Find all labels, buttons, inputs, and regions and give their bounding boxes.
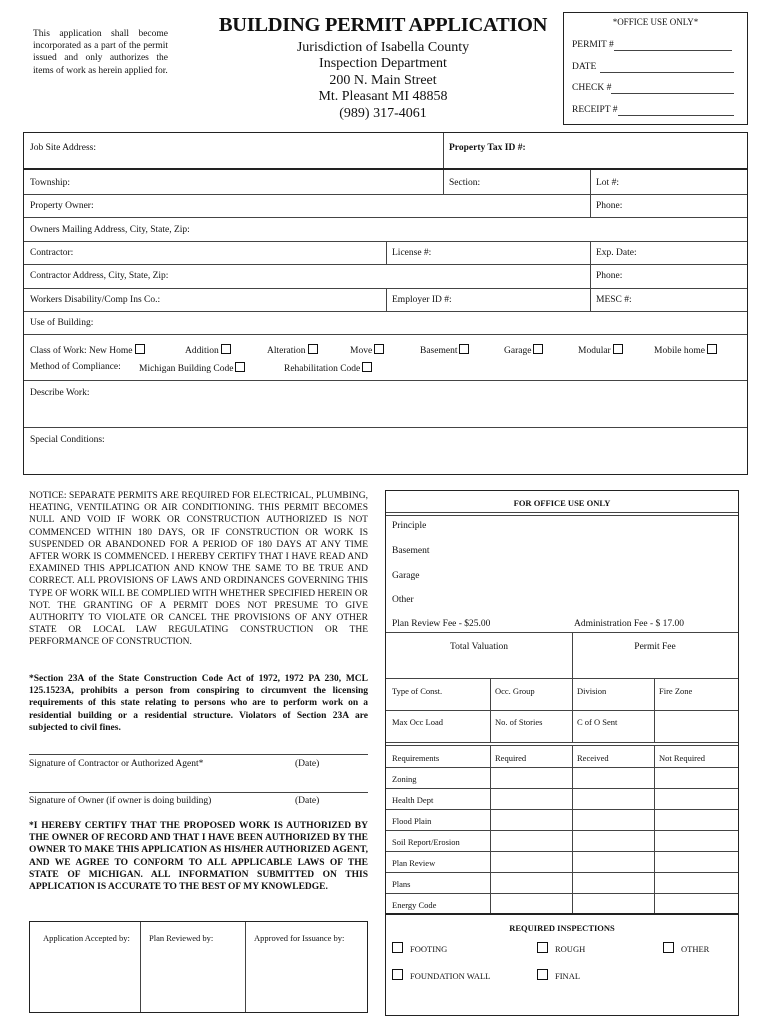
required-inspections-box [385,914,739,1016]
office-use-bottom-title: FOR OFFICE USE ONLY [513,498,611,508]
contractor-phone-label: Phone: [596,271,623,281]
new-home-checkbox[interactable] [135,344,145,354]
mesc-label: MESC #: [596,295,632,305]
jurisdiction: Jurisdiction of Isabella County [296,40,470,55]
describe-work-label: Describe Work: [30,388,90,398]
grid-c-of-o-sent: C of O Sent [577,717,618,727]
class-modular: Modular [578,344,623,356]
basement-fee-label: Basement [392,546,430,556]
permit-fee-label: Permit Fee [634,642,676,652]
employer-id-label: Employer ID #: [392,295,452,305]
addition-checkbox[interactable] [221,344,231,354]
workers-comp-label: Workers Disability/Comp Ins Co.: [30,295,161,305]
contractor-signature-line[interactable] [29,754,368,755]
owner-signature-label: Signature of Owner (if owner is doing building) [29,796,212,806]
section-label: Section: [449,178,481,188]
alteration-checkbox[interactable] [308,344,318,354]
inspection-foundation-wall: FOUNDATION WALL [392,969,490,981]
check-number-label: CHECK # [572,83,612,93]
rehab-code-checkbox[interactable] [362,362,372,372]
contractor-label: Contractor: [30,248,74,258]
class-basement: Basement [420,344,469,356]
exp-date-label: Exp. Date: [596,248,637,258]
office-use-top-box [563,12,748,125]
owner-signature-date: (Date) [295,796,320,806]
required-inspections-title: REQUIRED INSPECTIONS [509,923,615,933]
req-header-required: Required [495,753,527,763]
total-valuation-label: Total Valuation [450,642,508,652]
move-checkbox[interactable] [374,344,384,354]
grid-division: Division [577,686,607,696]
owner-phone-label: Phone: [596,201,623,211]
method-of-compliance-label: Method of Compliance: [30,362,121,372]
township-label: Township: [30,178,70,188]
special-conditions-label: Special Conditions: [30,435,105,445]
main-form-box [23,169,748,475]
tax-id-label: Property Tax ID #: [449,143,526,153]
modular-checkbox[interactable] [613,344,623,354]
owner-signature-line[interactable] [29,792,368,793]
grid-occ-group: Occ. Group [495,686,535,696]
plan-review-fee: Plan Review Fee - $25.00 [392,619,491,629]
mobile-home-checkbox[interactable] [707,344,717,354]
approved-issuance-label: Approved for Issuance by: [254,933,345,943]
receipt-number-label: RECEIPT # [572,105,618,115]
certification-text: *I HEREBY CERTIFY THAT THE PROPOSED WORK IS AUTHORIZED BY THE OWNER OF RECORD AND THAT I HAVE BEEN AUTHORIZED BY THE OWNER TO MAKE THIS APPLICATION AS HIS/HER AUTHORIZED AGENT, AND WE AGREE TO CONFORM TO ALL APPLICABLE LAWS OF THE STATE OF MICHIGAN. ALL INFORMATION SUBMITTED ON THIS APPLICATION IS ACCURATE TO THE BEST OF MY KNOWLEDGE. [29,821,368,893]
job-site-label: Job Site Address: [30,143,96,153]
contractor-address-label: Contractor Address, City, State, Zip: [30,271,169,281]
inspection-final: FINAL [537,969,580,981]
department: Inspection Department [319,56,447,72]
date-line[interactable] [600,72,734,73]
req-zoning: Zoning [392,774,417,784]
req-header-requirements: Requirements [392,753,440,763]
basement-checkbox[interactable] [459,344,469,354]
grid-type-of-const: Type of Const. [392,686,443,696]
principle-label: Principle [392,521,427,531]
inspection-other: OTHER [663,942,709,954]
req-header-received: Received [577,753,609,763]
class-mobile-home: Mobile home [654,344,717,356]
foundation-wall-checkbox[interactable] [392,969,403,980]
receipt-number-line[interactable] [618,115,734,116]
req-header-not-required: Not Required [659,753,706,763]
other-checkbox[interactable] [663,942,674,953]
license-label: License #: [392,248,432,258]
garage-fee-label: Garage [392,571,420,581]
city-state-zip: Mt. Pleasant MI 48858 [318,89,448,105]
phone-number: (989) 317-4061 [339,105,427,121]
garage-checkbox[interactable] [533,344,543,354]
plan-reviewed-label: Plan Reviewed by: [149,933,214,943]
inspection-footing: FOOTING [392,942,447,954]
class-addition: Addition [185,344,231,356]
date-label: DATE [572,62,597,72]
contractor-signature-date: (Date) [295,759,320,769]
req-health-dept: Health Dept [392,795,434,805]
header-address [248,40,518,122]
compliance-michigan-code: Michigan Building Code [139,362,245,374]
rough-checkbox[interactable] [537,942,548,953]
michigan-code-checkbox[interactable] [235,362,245,372]
class-of-work-new-home: Class of Work: New Home [30,344,145,356]
grid-fire-zone: Fire Zone [659,686,693,696]
req-plans: Plans [392,879,411,889]
lot-label: Lot #: [596,178,619,188]
req-plan-review: Plan Review [392,858,436,868]
section-23a-text: *Section 23A of the State Construction Code Act of 1972, 1972 PA 230, MCL 125.1523A, prohibits a person from conspiring to circumvent the licensing requirements of this state relating to persons who are to perform work on a residential building or a residential structure. Violators of Section 23A are subjected to civil fines. [29,674,368,733]
req-energy-code: Energy Code [392,900,437,910]
compliance-rehab-code: Rehabilitation Code [284,362,372,374]
job-site-box [23,132,748,169]
use-of-building-label: Use of Building: [30,318,94,328]
footing-checkbox[interactable] [392,942,403,953]
office-use-bottom-box [385,490,739,914]
req-soil-report: Soil Report/Erosion [392,837,460,847]
req-flood-plain: Flood Plain [392,816,432,826]
administration-fee: Administration Fee - $ 17.00 [574,619,685,629]
check-number-line[interactable] [611,93,734,94]
class-move: Move [350,344,384,356]
class-alteration: Alteration [267,344,318,356]
owner-address-label: Owners Mailing Address, City, State, Zip: [30,225,190,235]
grid-max-occ-load: Max Occ Load [392,717,443,727]
office-use-title: *OFFICE USE ONLY* [612,17,699,27]
other-fee-label: Other [392,595,414,605]
form-title: BUILDING PERMIT APPLICATION [218,14,548,36]
approval-box [29,921,368,1013]
contractor-signature-label: Signature of Contractor or Authorized Agent* [29,759,204,769]
permit-number-line[interactable] [614,50,732,51]
class-garage: Garage [504,344,543,356]
notice-text: NOTICE: SEPARATE PERMITS ARE REQUIRED FOR ELECTRICAL, PLUMBING, HEATING, VENTILATING OR AIR CONDITIONING. THIS PERMIT BECOMES NULL AND VOID IF WORK OR CONSTRUCTION AUTHORIZED IS NOT COMMENCED WITHIN 180 DAYS, OR IF CONSTRUCTION OR WORK IS SUSPENDED OR ABANDONED FOR A PERIOD OF 180 DAYS AT ANY TIME AFTER WORK IS COMMENCED. I HEREBY CERTIFY THAT I HAVE READ AND EXAMINED THIS APPLICATION AND KNOW THE SAME TO BE TRUE AND CORRECT. ALL PROVISIONS OF LAWS AND ORDINANCES GOVERNING THIS TYPE OF WORK WILL BE COMPLIED WITH WHETHER SPECIFIED HEREIN OR NOT. THE GRANTING OF A PERMIT DOES NOT PRESUME TO GIVE AUTHORITY TO VIOLATE OR CANCEL THE PROVISIONS OF ANY OTHER STATE OR LOCAL LAW REGULATING CONSTRUCTION OR THE PERFORMANCE OF CONSTRUCTION. [29,491,368,648]
intro-text: This application shall become incorporated as a part of the permit issued and only authorizes the items of work as herein applied for. [33,29,168,76]
inspection-rough: ROUGH [537,942,585,954]
application-accepted-label: Application Accepted by: [43,933,130,943]
street: 200 N. Main Street [329,72,437,88]
grid-no-of-stories: No. of Stories [495,717,543,727]
permit-number-label: PERMIT # [572,40,614,50]
property-owner-label: Property Owner: [30,201,94,211]
final-checkbox[interactable] [537,969,548,980]
